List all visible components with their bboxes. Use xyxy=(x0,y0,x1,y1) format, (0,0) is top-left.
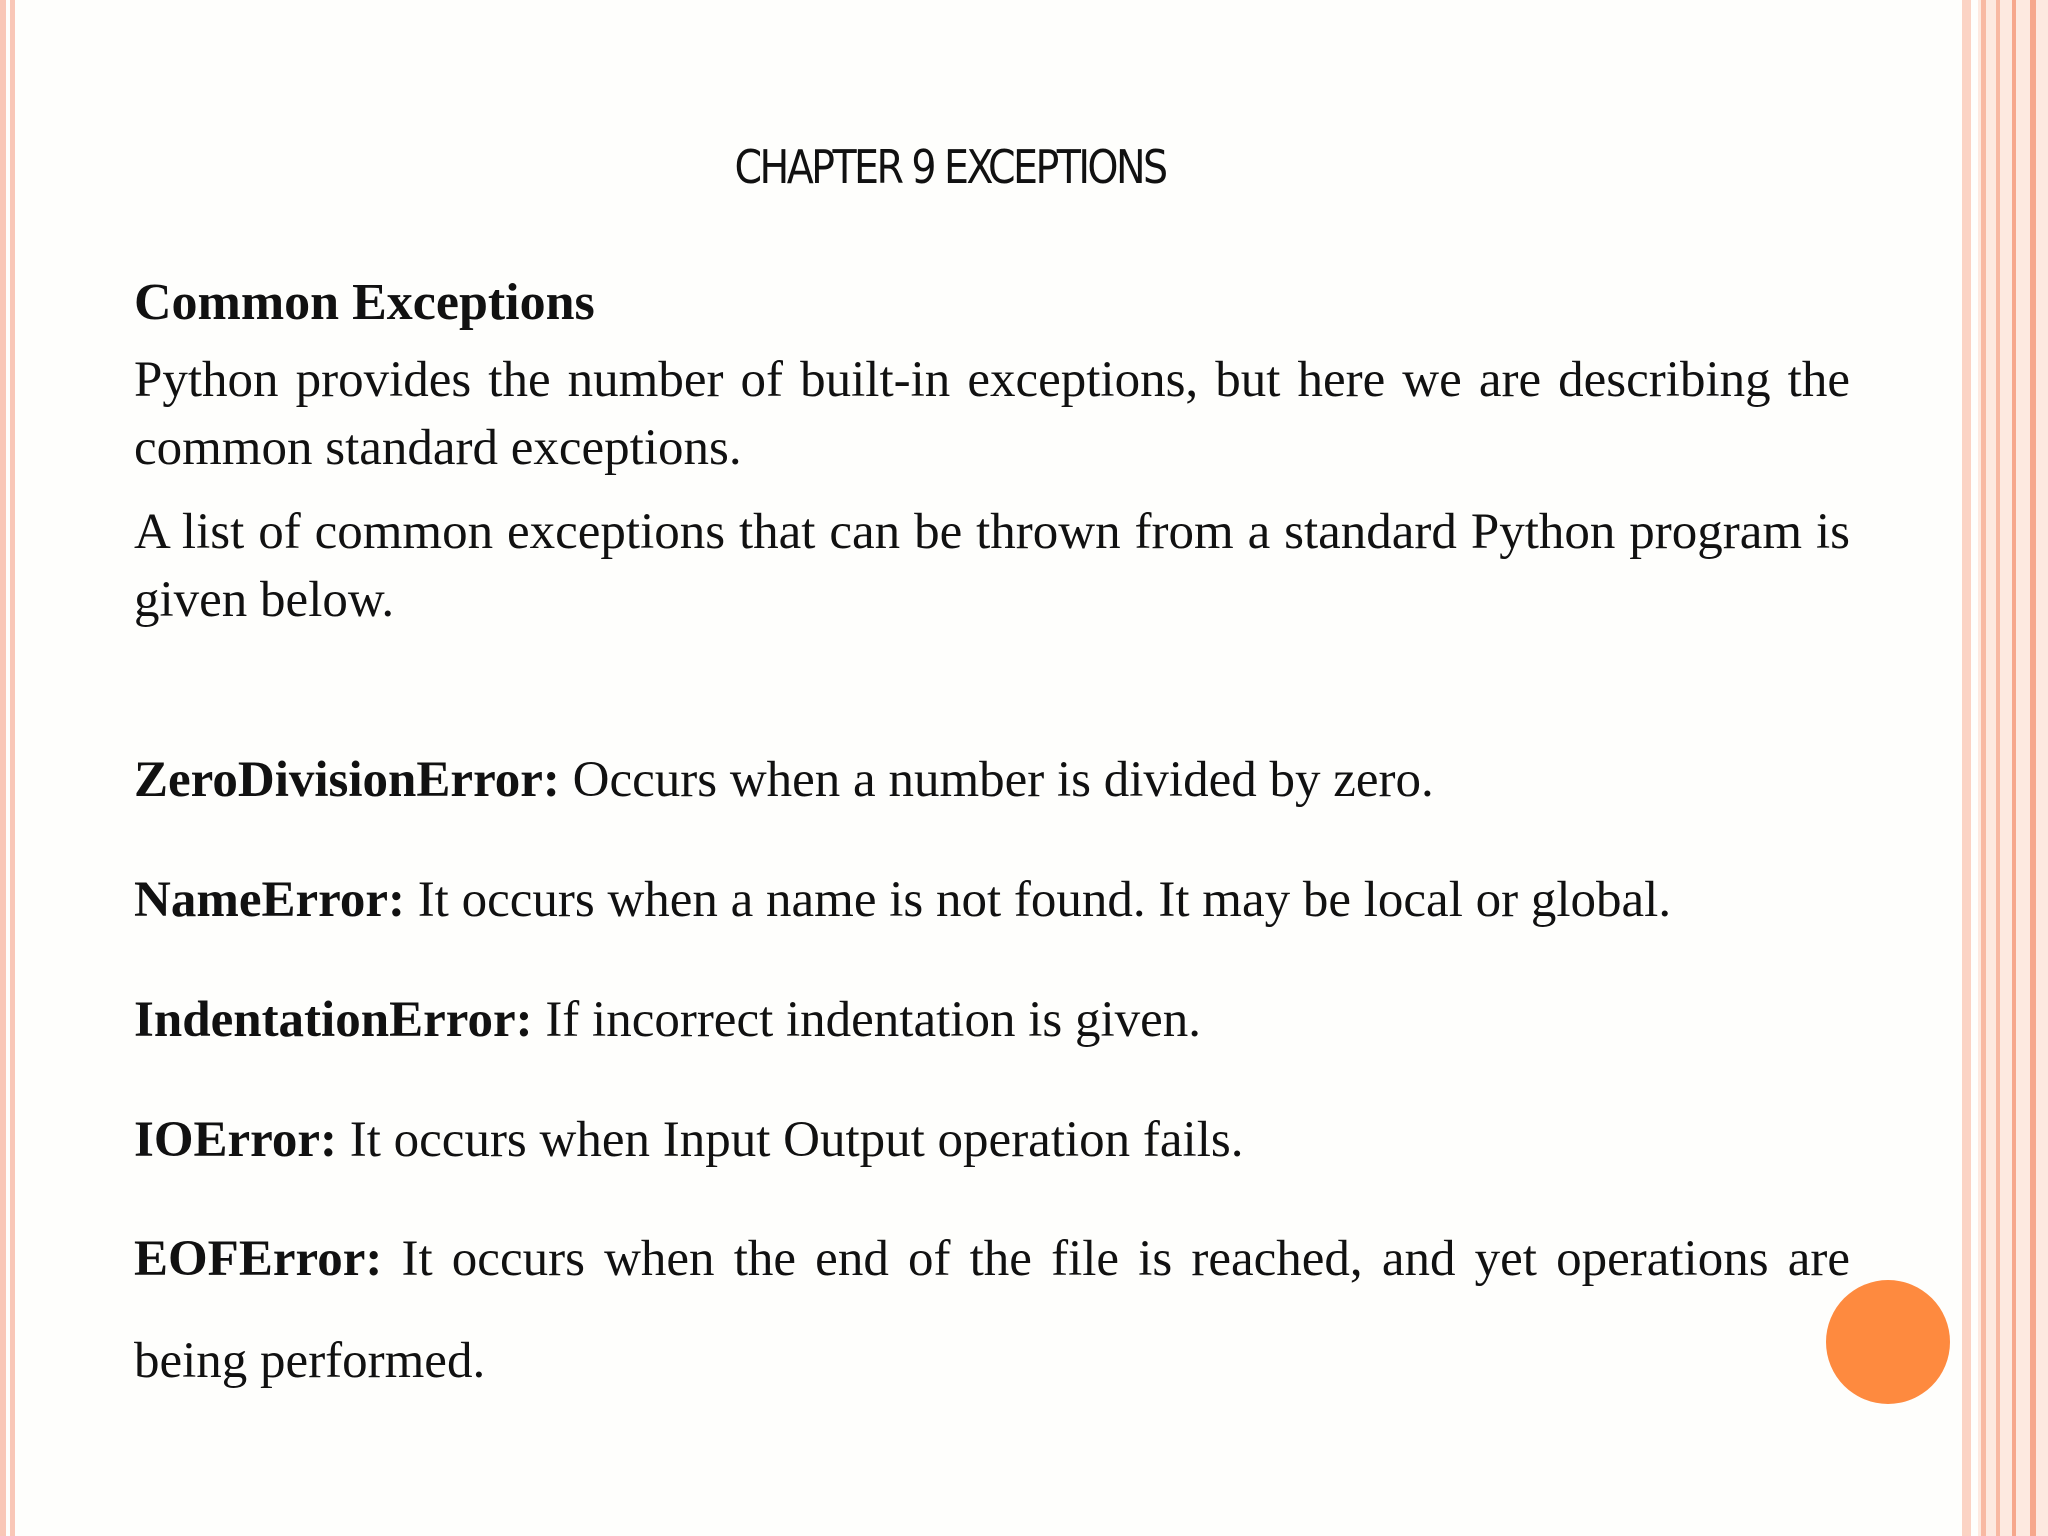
exception-description: It occurs when Input Output operation fails. xyxy=(337,1112,1244,1168)
right-border-stripe xyxy=(1981,0,1986,1536)
intro-paragraph: Python provides the number of built-in exceptions, but here we are describing the common standard exceptions. xyxy=(134,352,1850,476)
exception-name: IOError: xyxy=(134,1112,338,1168)
section-heading: Common Exceptions xyxy=(134,274,595,331)
right-border-stripe xyxy=(1996,0,2000,1536)
exception-description: Occurs when a number is divided by zero. xyxy=(559,752,1434,808)
right-border-stripe xyxy=(2030,0,2036,1536)
exception-item xyxy=(134,1106,1850,1174)
exception-list xyxy=(134,746,1850,1412)
right-border-stripe xyxy=(2012,0,2016,1536)
exception-name: IndentationError: xyxy=(134,992,533,1048)
exception-item xyxy=(134,866,1850,934)
intro-paragraph: A list of common exceptions that can be thrown from a standard Python program is given below. xyxy=(134,504,1850,628)
exception-description: It occurs when the end of the file is reached, and yet operations are being performed. xyxy=(134,1231,1850,1389)
exception-name: ZeroDivisionError: xyxy=(134,752,560,808)
exception-name: EOFError: xyxy=(134,1231,383,1287)
exception-item xyxy=(134,986,1850,1054)
left-border-stripe xyxy=(10,0,15,1536)
orange-circle-decoration xyxy=(1826,1280,1950,1404)
exception-description: If incorrect indentation is given. xyxy=(532,992,1202,1048)
exception-item xyxy=(134,1208,1850,1412)
right-border-stripe xyxy=(1962,0,1971,1536)
left-border-stripe xyxy=(0,0,6,1536)
exception-name: NameError: xyxy=(134,872,405,928)
chapter-title: CHAPTER 9 EXCEPTIONS xyxy=(734,140,1166,194)
slide-content xyxy=(134,268,1850,1412)
exception-item xyxy=(134,746,1850,814)
exception-description: It occurs when a name is not found. It may be local or global. xyxy=(404,872,1672,928)
